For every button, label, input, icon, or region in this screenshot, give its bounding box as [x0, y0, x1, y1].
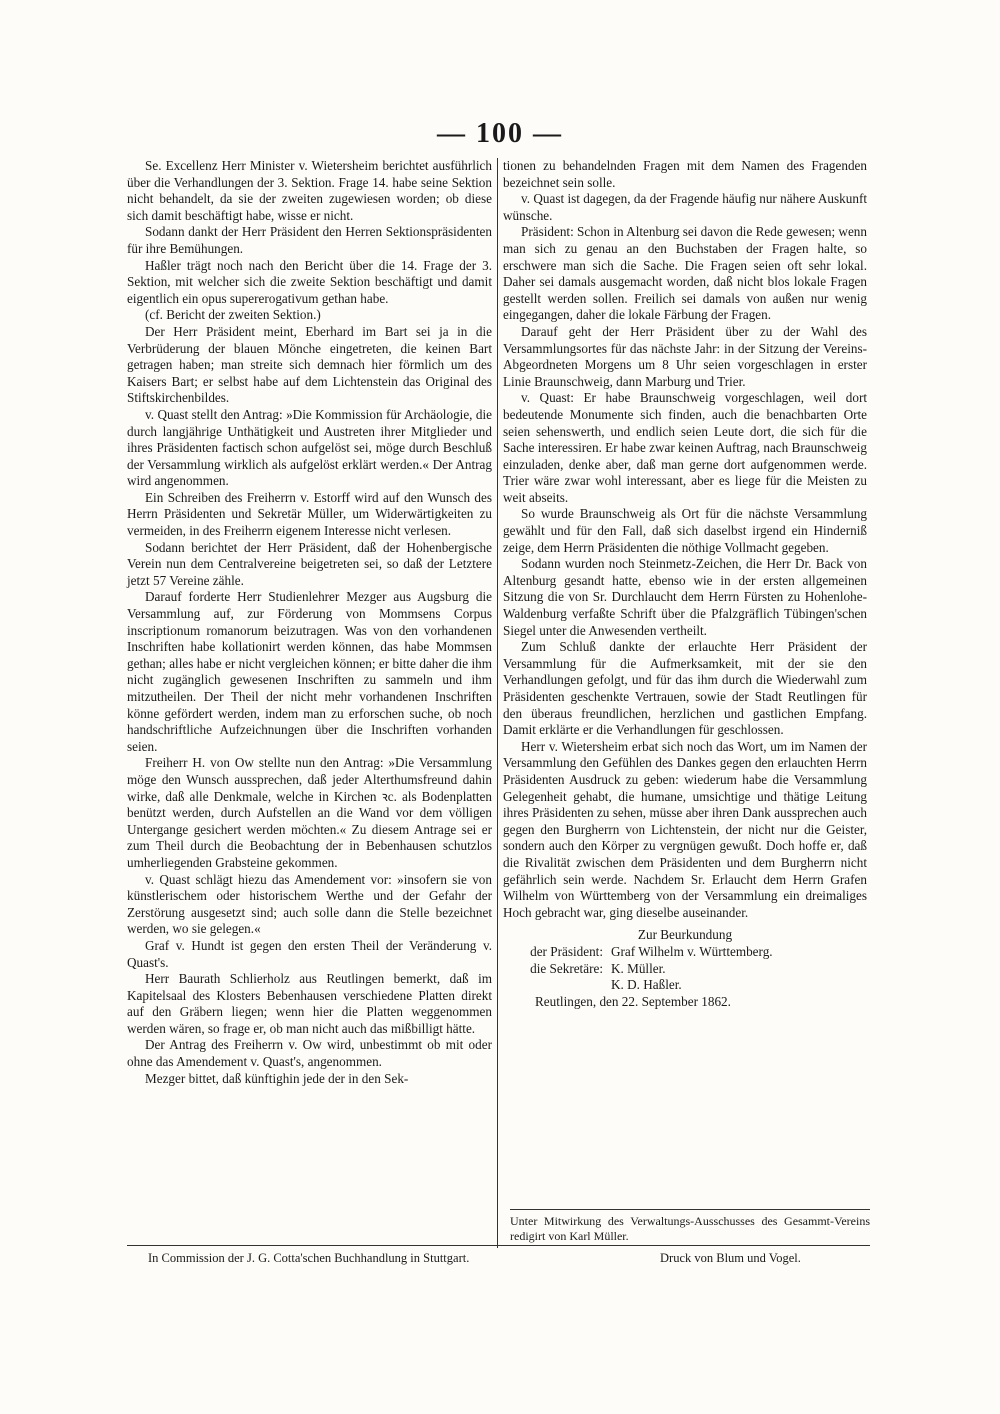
paragraph: Se. Excellenz Herr Minister v. Wietersheim berichtet ausführlich über die Verhandlungen der 3. Sektion. Frage 14. habe seine Sektion nicht behandelt, da sie der zweiten zugewiesen worden; ob diese sich damit beschäftigt habe, wisse er nicht.	[127, 158, 492, 223]
paragraph: Ein Schreiben des Freiherrn v. Estorff wird auf den Wunsch des Herrn Präsidenten und Sekretär Müller, um Widerwärtigkeiten zu vermeiden, in des Freiherrn eigenem Interesse nicht verlesen.	[127, 489, 492, 539]
paragraph: Präsident: Schon in Altenburg sei davon die Rede gewesen; wenn man sich zu genau an den Buchstaben der Fragen halte, so erschwere man sich die Sache. Die Fragen seien oft sehr lokal. Daher sei damals ausgemacht worden, daß nicht blos lokale Fragen gestellt werden sollen. Freilich sei damals von außen nur wenig eingegangen, daher die lokale Färbung der Fragen.	[503, 224, 867, 323]
paragraph: Zum Schluß dankte der erlauchte Herr Präsident der Versammlung für die Aufmerksamkeit, mit der sie den Verhandlungen gefolgt, und für das ihm durch die Wiederwahl zum Präsidenten geschenkte Vertrauen, sowie der Stadt Reutlingen für den überaus freundlichen, herzlichen und gastlichen Empfang. Damit erklärte er die Verhandlungen für geschlossen.	[503, 639, 867, 738]
page-number: — 100 —	[437, 118, 563, 149]
paragraph: Der Antrag des Freiherrn v. Ow wird, unbestimmt ob mit oder ohne das Amendement v. Quast's, angenommen.	[127, 1037, 492, 1070]
paragraph: Der Herr Präsident meint, Eberhard im Bart sei ja in die Verbrüderung der blauen Mönche eingetreten, die keinen Bart getragen haben; man streite sich demnach hier förmlich um des Kaisers Bart; er selbst habe auf dem Lichtenstein das Original des Stiftskirchenbildes.	[127, 323, 492, 406]
paragraph: Sodann wurden noch Steinmetz-Zeichen, die Herr Dr. Back von Altenburg gesandt hatte, ebenso wie in der ersten allgemeinen Sitzung die von Sr. Durchlaucht dem Herrn Fürsten zu Hohenlohe-Waldenburg verfaßte Schrift über die Pfalzgräflich Tübingen'schen Siegel unter die Anwesenden vertheilt.	[503, 556, 867, 638]
paragraph: So wurde Braunschweig als Ort für die nächste Versammlung gewählt und für den Fall, daß sich daselbst irgend ein Hinderniß zeige, dem Herrn Präsidenten die nöthige Vollmacht gegeben.	[503, 506, 867, 555]
publisher-line: In Commission der J. G. Cotta'schen Buchhandlung in Stuttgart.	[148, 1251, 470, 1265]
paragraph: Darauf geht der Herr Präsident über zu der Wahl des Versammlungsortes für das nächste Jahr: in der Sitzung der Vereins-Abgeordneten Morgens um 8 Uhr seien vorgeschlagen in erster Linie Braunschweig, dann Marburg und Trier.	[503, 323, 867, 389]
president-name: Graf Wilhelm v. Württemberg.	[611, 943, 773, 959]
paragraph: Herr Baurath Schlierholz aus Reutlingen bemerkt, daß im Kapitelsaal des Klosters Bebenhausen verschiedene Platten direkt auf den Gräbern liegen; wenn hier die Platten weggenommen werden wären, so frage er, ob man nicht auch das mißbilligt hätte.	[127, 971, 492, 1036]
paragraph: Darauf forderte Herr Studienlehrer Mezger aus Augsburg die Versammlung auf, zur Förderung von Mommsens Corpus inscriptionum romanorum beizutragen. Was von den vorhandenen Inschriften habe kollationirt werden können, das habe Mommsen gethan; alles habe er nicht vergleichen können; er bitte daher die ihm nicht zugänglich gewesenen Inschriften zu sammeln und ihm mitzutheilen. Der Theil der nicht mehr vorhandenen Inschriften könne gefördert werden, indem man zu erforschen suche, ob noch handschriftliche Aufzeichnungen über die Inschriften vorhanden seien.	[127, 589, 492, 754]
paragraph: (cf. Bericht der zweiten Sektion.)	[145, 307, 321, 323]
paragraph: Sodann berichtet der Herr Präsident, daß der Hohenbergische Verein nun dem Centralvereine beigetreten sei, so daß der Letztere jetzt 57 Vereine zähle.	[127, 539, 492, 588]
president-row	[503, 944, 867, 961]
footer-rule	[127, 1245, 870, 1246]
secretaries-row	[503, 961, 867, 978]
paragraph: Graf v. Hundt ist gegen den ersten Theil der Veränderung v. Quast's.	[127, 937, 492, 970]
paragraph: Sodann dankt der Herr Präsident den Herren Sektionspräsidenten für ihre Bemühungen.	[127, 224, 492, 256]
paragraph: Freiherr H. von Ow stellte nun den Antrag: »Die Versammlung möge den Wunsch aussprechen, daß jeder Alterthumsfreund dahin wirke, daß alle Denkmale, welche in Kirchen ꝛc. als Bodenplatten benützt werden, durch Aufstellen an die Wand vor dem völligen Untergange gesichert werden möchten.« Zu diesem Antrage sei er zum Theil durch die Beobachtung der in Bebenhausen schutzlos umherliegenden Grabsteine gekommen.	[127, 755, 492, 870]
paragraph: v. Quast: Er habe Braunschweig vorgeschlagen, weil dort bedeutende Monumente sich finden, auch die benachbarten Orte seien sehenswerth, und endlich seien Leute dort, die sich für die Sache interessiren. Er habe zwar keinen Auftrag, nach Braunschweig einzuladen, denke aber, daß man gerne dort aufgenommen werde. Trier wäre zwar wohl interessant, aber es liege für die Meisten zu weit abseits.	[503, 390, 867, 505]
paragraph: Mezger bittet, daß künftighin jede der in den Sek-	[145, 1070, 409, 1086]
secretary-name: K. Müller.	[611, 960, 666, 976]
attestation-heading: Zur Beurkundung	[637, 927, 733, 943]
secretaries-row-2	[503, 977, 867, 994]
column-divider	[497, 158, 498, 1248]
separator-rule	[510, 1209, 870, 1210]
paragraph: tionen zu behandelnden Fragen mit dem Namen des Fragenden bezeichnet sein solle.	[503, 158, 867, 190]
imprint-note: Unter Mitwirkung des Verwaltungs-Ausschusses des Gesammt-Vereins redigirt von Karl Müller.	[510, 1214, 870, 1243]
paragraph: v. Quast schlägt hiezu das Amendement vor: »insofern sie von künstlerischem oder historischem Werthe und der Gefahr der Zerstörung ausgesetzt sind; auch solle dann die Stelle bezeichnet werden, wo sie gelegen.«	[127, 871, 492, 937]
right-column	[503, 158, 867, 1010]
paragraph: v. Quast stellt den Antrag: »Die Kommission für Archäologie, die durch langjährige Unthätigkeit und Austreten ihrer Mitglieder und ihres Präsidenten factisch schon aufgelöst sei, möge durch Beschluß der Versammlung wirklich als aufgelöst erklärt werden.« Der Antrag wird angenommen.	[127, 406, 492, 489]
paragraph: Haßler trägt noch nach den Bericht über die 14. Frage der 3. Sektion, mit welcher sich die zweite Sektion beschäftigt und damit eigentlich ein opus supererogativum gethan habe.	[127, 257, 492, 306]
paragraph: v. Quast ist dagegen, da der Fragende häufig nur nähere Auskunft wünsche.	[503, 191, 867, 223]
president-label: der Präsident:	[530, 943, 603, 959]
secretary-name: K. D. Haßler.	[611, 977, 682, 993]
left-column	[127, 158, 492, 1087]
place-date: Reutlingen, den 22. September 1862.	[535, 993, 731, 1009]
secretaries-label: die Sekretäre:	[530, 960, 603, 976]
paragraph: Herr v. Wietersheim erbat sich noch das Wort, um im Namen der Versammlung den Gefühlen des Dankes gegen den erlauchten Herrn Präsidenten Ausdruck zu geben: wiederum habe die Versammlung Gelegenheit gehabt, die humane, umsichtige und thätige Leitung ihres Präsidenten zu sehen, müsse aber ihren Dank aussprechen auch gegen den Burgherrn von Lichtenstein, der nicht nur die Geister, sondern auch den Körper zu vergnügen gewußt. Doch hoffe er, daß die Rivalität zwischen dem Präsidenten und dem Burgherrn nicht gefährlich sein werde. Nachdem Sr. Erlaucht dem Herrn Grafen Wilhelm von Württemberg von der Versammlung ein dreimaliges Hoch gebracht war, ging dieselbe auseinander.	[503, 738, 867, 920]
attestation-block	[503, 927, 867, 1010]
printer-line: Druck von Blum und Vogel.	[660, 1251, 801, 1265]
